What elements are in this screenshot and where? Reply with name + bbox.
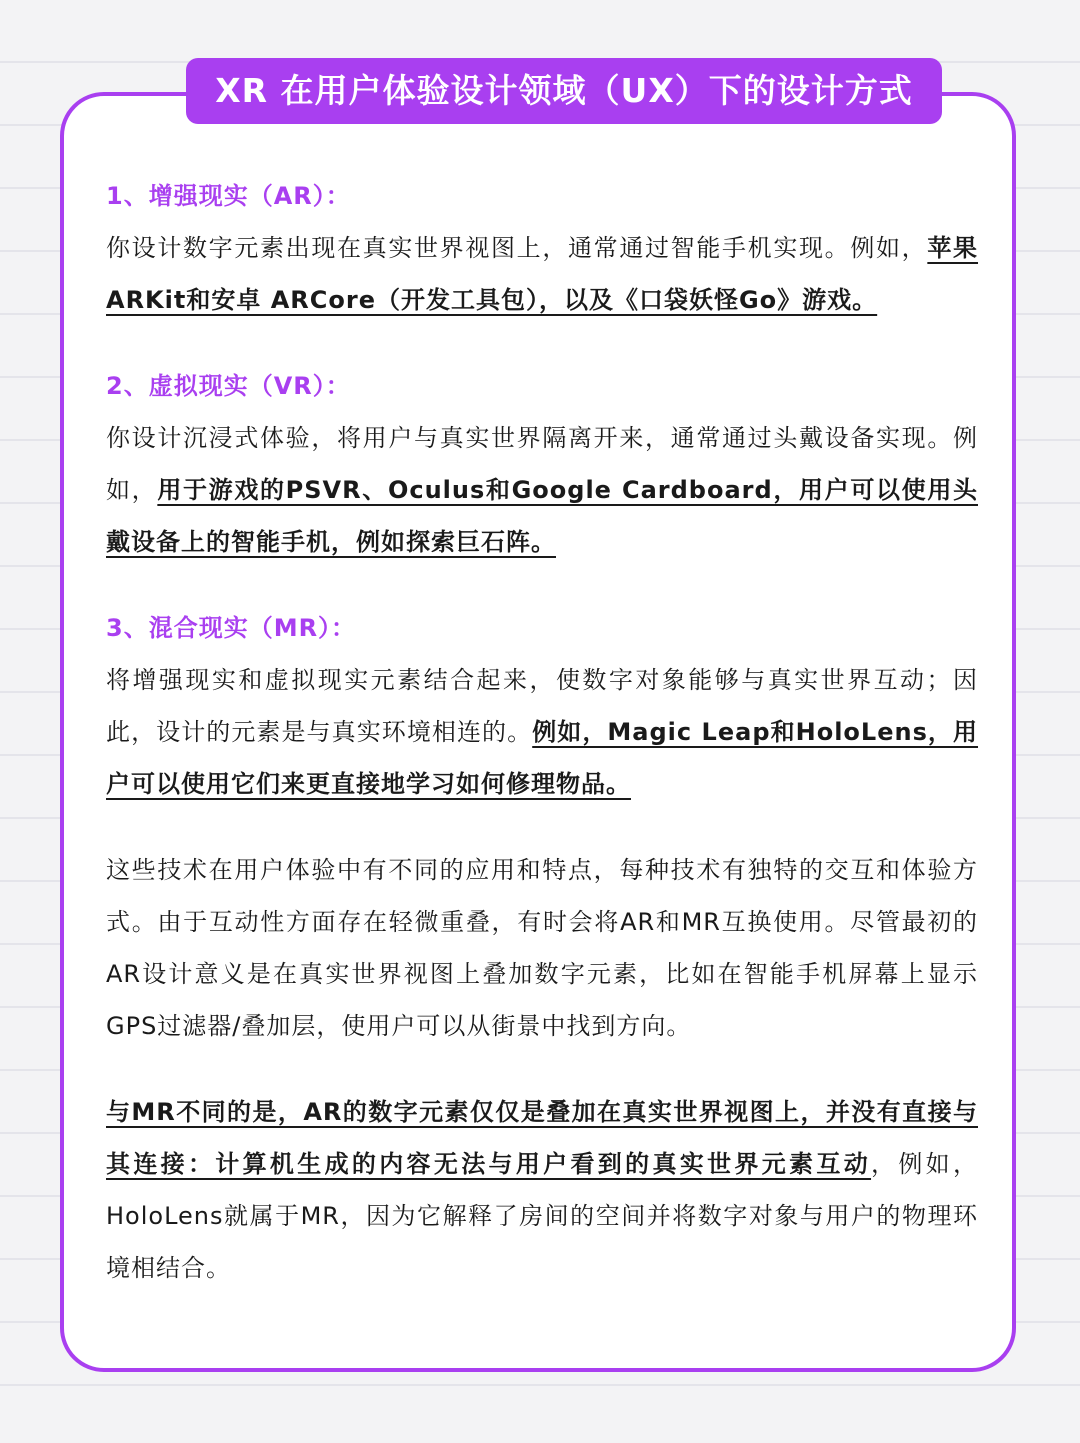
section-emphasis: 例如，Magic Leap和HoloLens，用户可以使用它们来更直接地学习如何修理物品。 (106, 718, 979, 798)
section-paragraph (106, 654, 978, 810)
comparison-emphasis: 与MR不同的是，AR的数字元素仅仅是叠加在真实世界视图上，并没有直接与其连接：计算机生成的内容无法与用户看到的真实世界元素互动 (106, 1098, 978, 1178)
section-text: 将增强现实和虚拟现实元素结合起来，使数字对象能够与真实世界互动；因此，设计的元素是与真实环境相连的。 (106, 666, 978, 746)
section-heading: 2、虚拟现实（VR）： (106, 372, 351, 400)
section-ar (106, 170, 978, 326)
section-text: 你设计数字元素出现在真实世界视图上，通常通过智能手机实现。例如， (106, 234, 928, 262)
comparison-rest: ，例如，HoloLens就属于MR，因为它解释了房间的空间并将数字对象与用户的物理环境相结合。 (106, 1150, 978, 1282)
summary-text: 这些技术在用户体验中有不同的应用和特点，每种技术有独特的交互和体验方式。由于互动性方面存在轻微重叠，有时会将AR和MR互换使用。尽管最初的AR设计意义是在真实世界视图上叠加数字元素，比如在智能手机屏幕上显示GPS过滤器/叠加层，使用户可以从街景中找到方向。 (106, 856, 978, 1040)
section-emphasis: 苹果 ARKit和安卓 ARCore（开发工具包），以及《口袋妖怪Go》游戏。 (106, 234, 979, 314)
section-text: 你设计沉浸式体验，将用户与真实世界隔离开来，通常通过头戴设备实现。例如， (106, 424, 978, 504)
section-mr (106, 602, 978, 810)
comparison-text (106, 1086, 978, 1294)
section-emphasis: 用于游戏的PSVR、Oculus和Google Cardboard，用户可以使用头戴设备上的智能手机，例如探索巨石阵。 (106, 476, 978, 556)
section-paragraph (106, 412, 978, 568)
section-heading: 3、混合现实（MR）： (106, 614, 357, 642)
page-title: XR 在用户体验设计领域（UX）下的设计方式 (186, 58, 942, 124)
comparison-paragraph (106, 1086, 978, 1294)
section-vr (106, 360, 978, 568)
summary-paragraph (106, 844, 978, 1052)
section-paragraph (106, 222, 978, 326)
article-body (106, 170, 978, 1328)
section-heading: 1、增强现实（AR）： (106, 182, 351, 210)
